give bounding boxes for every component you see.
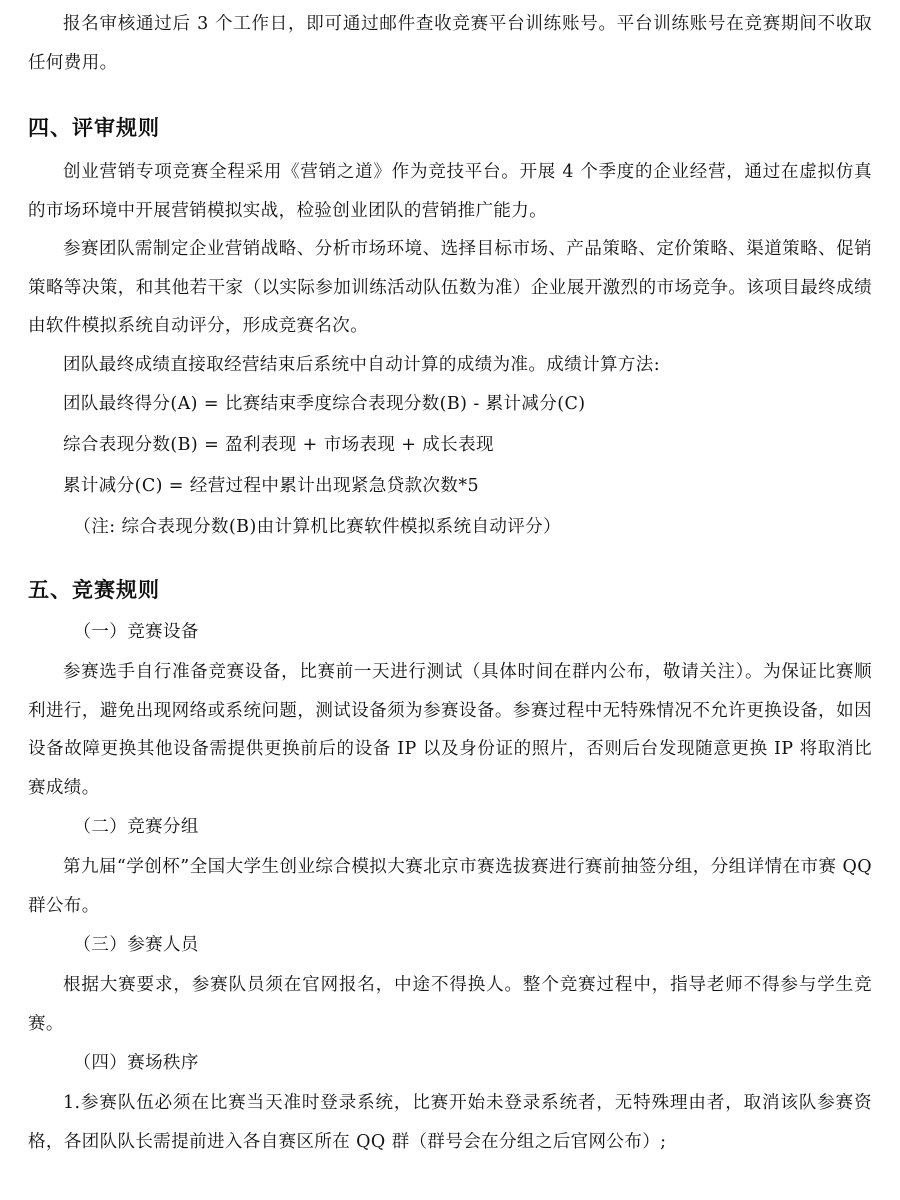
section-heading-competition-rules: 五、竞赛规则	[28, 578, 160, 602]
scoring-note: （注: 综合表现分数(B)由计算机比赛软件模拟系统自动评分）	[73, 517, 561, 537]
formula-deduction: 累计减分(C) = 经营过程中累计出现紧急贷款次数*5	[63, 476, 480, 496]
formula-final-score: 团队最终得分(A) = 比赛结束季度综合表现分数(B) - 累计减分(C)	[63, 394, 586, 414]
subsection-title-participants: （三）参赛人员	[73, 935, 199, 955]
formula-composite-score: 综合表现分数(B) = 盈利表现 + 市场表现 + 成长表现	[63, 435, 494, 455]
intro-paragraph: 报名审核通过后 3 个工作日，即可通过邮件查收竞赛平台训练账号。平台训练账号在竞赛期间不收取任何费用。	[28, 14, 872, 73]
section-heading-review-rules: 四、评审规则	[28, 116, 160, 140]
review-rules-paragraph-3: 团队最终成绩直接取经营结束后系统中自动计算的成绩为准。成绩计算方法:	[63, 354, 660, 375]
subsection-title-grouping: （二）竞赛分组	[73, 817, 199, 837]
review-rules-paragraph-1: 创业营销专项竞赛全程采用《营销之道》作为竞技平台。开展 4 个季度的企业经营，通过在虚拟仿真的市场环境中开展营销模拟实战，检验创业团队的营销推广能力。	[28, 162, 872, 221]
subsection-title-equipment: （一）竞赛设备	[73, 622, 199, 642]
grouping-paragraph: 第九届“学创杯”全国大学生创业综合模拟大赛北京市赛选拔赛进行赛前抽签分组，分组详情在市赛 QQ 群公布。	[28, 857, 872, 916]
review-rules-paragraph-2: 参赛团队需制定企业营销战略、分析市场环境、选择目标市场、产品策略、定价策略、渠道策略、促销策略等决策，和其他若干家（以实际参加训练活动队伍数为准）企业展开激烈的市场竞争。该项目最终成绩由软件模拟系统自动评分，形成竞赛名次。	[28, 239, 872, 336]
subsection-title-order: （四）赛场秩序	[73, 1053, 199, 1073]
participants-paragraph: 根据大赛要求，参赛队员须在官网报名，中途不得换人。整个竞赛过程中，指导老师不得参与学生竞赛。	[28, 975, 872, 1034]
order-paragraph: 1.参赛队伍必须在比赛当天准时登录系统，比赛开始未登录系统者，无特殊理由者，取消该队参赛资格，各团队队长需提前进入各自赛区所在 QQ 群（群号会在分组之后官网公布）;	[28, 1093, 872, 1152]
equipment-paragraph: 参赛选手自行准备竞赛设备，比赛前一天进行测试（具体时间在群内公布，敬请关注）。为保证比赛顺利进行，避免出现网络或系统问题，测试设备须为参赛设备。参赛过程中无特殊情况不允许更换设备，如因设备故障更换其他设备需提供更换前后的设备 IP 以及身份证的照片，否则后台发现随意更换 IP 将取消比赛成绩。	[28, 662, 872, 798]
